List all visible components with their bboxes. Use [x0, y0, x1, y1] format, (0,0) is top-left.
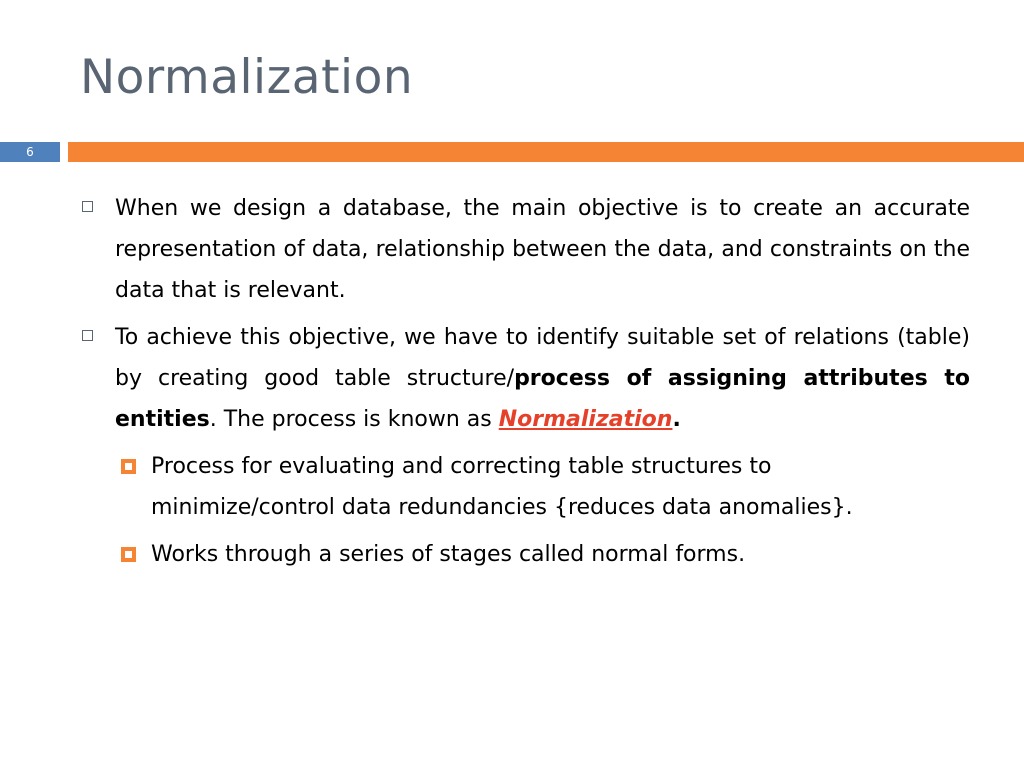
bullet-text: When we design a database, the main objective is to create an accurate representation of data, relationship between the data, and constraints on the data that is relevant.: [115, 196, 970, 303]
sub-bullet-text: Works through a series of stages called normal forms.: [151, 542, 746, 567]
sub-bullet-item: [151, 446, 970, 528]
slide-content: [115, 188, 970, 581]
orange-square-bullet-icon: [121, 547, 136, 562]
bullet-text-continued: . The process is known as: [209, 407, 499, 432]
accent-bar: [68, 142, 1024, 162]
bullet-item: [115, 188, 970, 311]
bullet-text: To achieve this objective, we have to identify suitable set of relations (table) by creating good table structure/: [115, 325, 970, 391]
slide-number: 6: [0, 142, 60, 162]
square-bullet-icon: [82, 201, 93, 212]
sub-bullet-text: Process for evaluating and correcting table structures to minimize/control data redundancies {reduces data anomalies}.: [151, 454, 853, 520]
bullet-period: .: [672, 407, 681, 432]
orange-square-bullet-icon: [121, 459, 136, 474]
normalization-emphasis: Normalization: [498, 407, 673, 432]
slide-title: Normalization: [80, 50, 414, 105]
square-bullet-icon: [82, 330, 93, 341]
sub-bullet-item: [151, 534, 970, 575]
bold-phrase: process of assigning attributes to entities: [115, 366, 970, 432]
bullet-item: [115, 317, 970, 440]
